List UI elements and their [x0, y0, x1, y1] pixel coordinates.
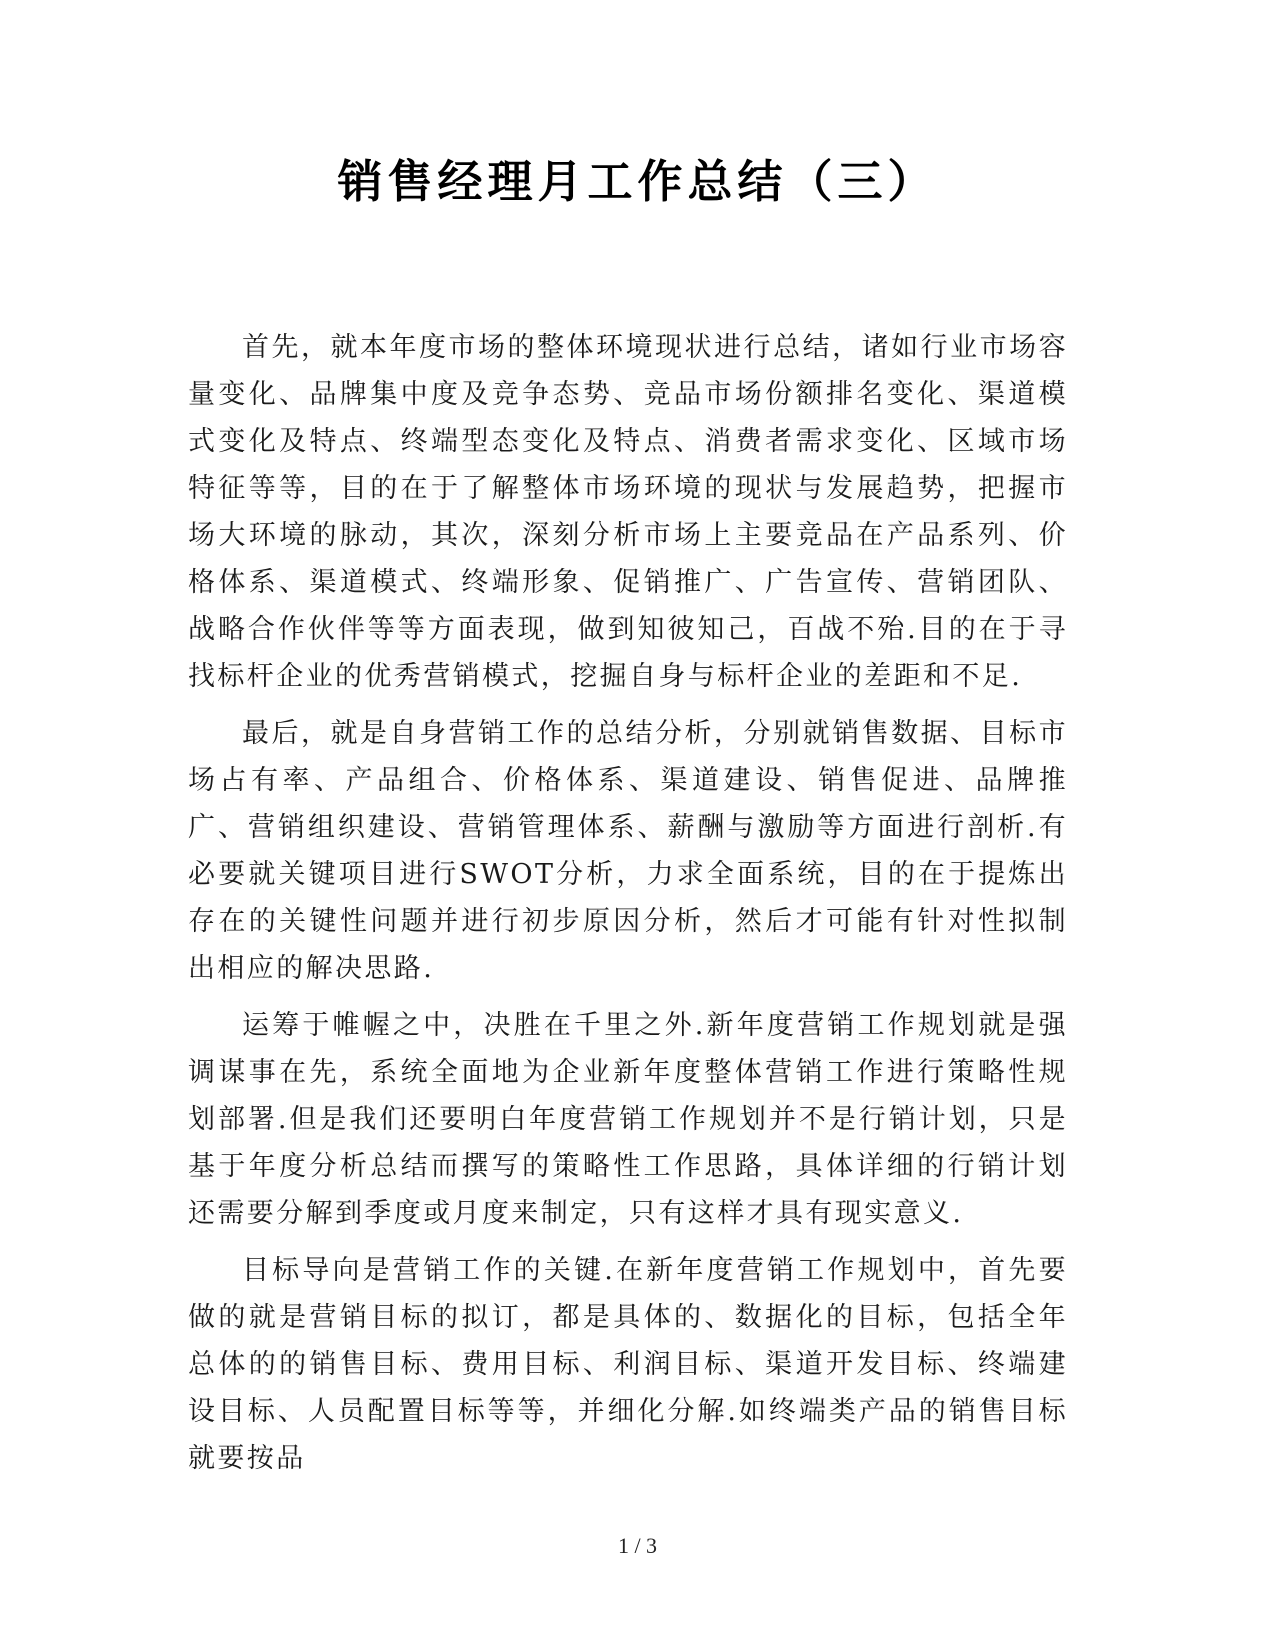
- page-number: 1 / 3: [617, 1533, 658, 1558]
- paragraph-3: 运筹于帷幄之中，决胜在千里之外.新年度营销工作规划就是强调谋事在先，系统全面地为企业新年度整体营销工作进行策略性规划部署.但是我们还要明白年度营销工作规划并不是行销计划，只是基于年度分析总结而撰写的策略性工作思路，具体详细的行销计划还需要分解到季度或月度来制定，只有这样才具有现实意义.: [188, 1010, 1068, 1229]
- paragraph-4: 目标导向是营销工作的关键.在新年度营销工作规划中，首先要做的就是营销目标的拟订，都是具体的、数据化的目标，包括全年总体的的销售目标、费用目标、利润目标、渠道开发目标、终端建设目标、人员配置目标等等，并细化分解.如终端类产品的销售目标就要按品: [188, 1255, 1068, 1474]
- document-body: [188, 324, 1068, 1492]
- paragraph-1: 首先，就本年度市场的整体环境现状进行总结，诸如行业市场容量变化、品牌集中度及竞争态势、竞品市场份额排名变化、渠道模式变化及特点、终端型态变化及特点、消费者需求变化、区域市场特征等等，目的在于了解整体市场环境的现状与发展趋势，把握市场大环境的脉动，其次，深刻分析市场上主要竞品在产品系列、价格体系、渠道模式、终端形象、促销推广、广告宣传、营销团队、战略合作伙伴等等方面表现，做到知彼知己，百战不殆.目的在于寻找标杆企业的优秀营销模式，挖掘自身与标杆企业的差距和不足.: [188, 332, 1068, 692]
- paragraph-2: 最后，就是自身营销工作的总结分析，分别就销售数据、目标市场占有率、产品组合、价格体系、渠道建设、销售促进、品牌推广、营销组织建设、营销管理体系、薪酬与激励等方面进行剖析.有必要就关键项目进行SWOT分析，力求全面系统，目的在于提炼出存在的关键性问题并进行初步原因分析，然后才可能有针对性拟制出相应的解决思路.: [188, 718, 1068, 984]
- document-title: 销售经理月工作总结（三）: [337, 155, 938, 208]
